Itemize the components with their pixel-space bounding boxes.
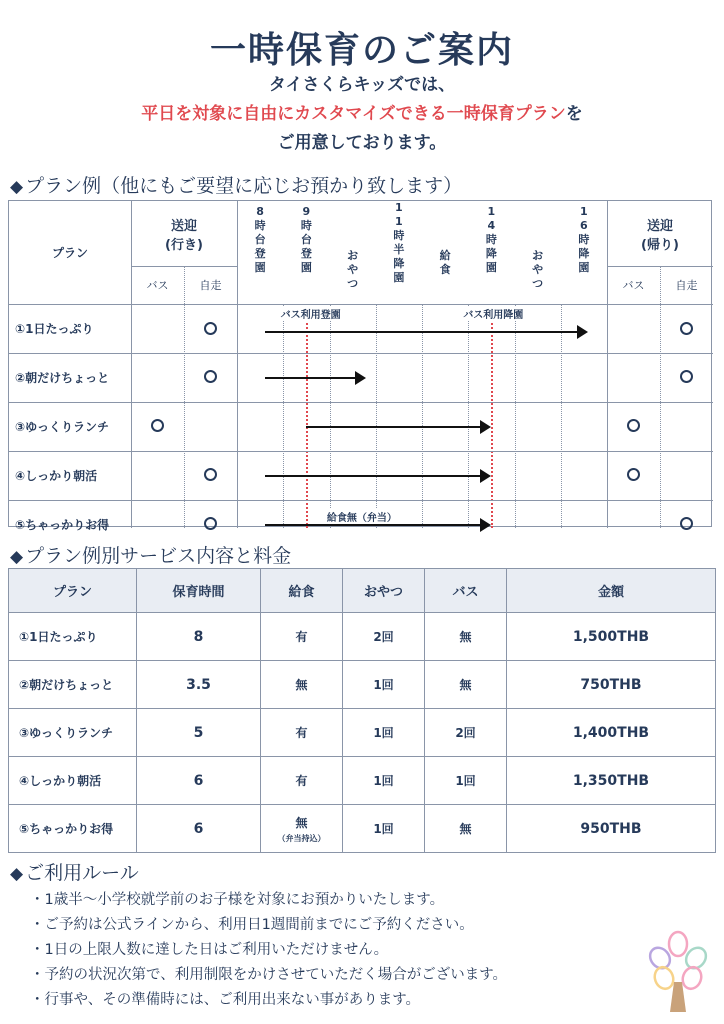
rule-item: ・行事や、その準備時には、ご利用出来ない事があります。 bbox=[30, 992, 421, 1008]
col-snack: おやつ bbox=[343, 569, 425, 613]
schedule-row-plan: ⑤ちゃっかりお得 bbox=[15, 517, 110, 532]
divider bbox=[607, 201, 608, 528]
intro-line-2-tail: を bbox=[565, 104, 583, 124]
intro-line-3: ご用意しております。 bbox=[277, 133, 447, 153]
hours-cell-value: 6 bbox=[193, 820, 204, 837]
hours-cell bbox=[137, 805, 261, 853]
plan-cell bbox=[9, 613, 137, 661]
price-cell-value: 1,500THB bbox=[572, 628, 650, 645]
return-mark-circle bbox=[680, 370, 693, 383]
go-mark-circle bbox=[204, 468, 217, 481]
lunch-cell bbox=[261, 757, 343, 805]
no-lunch-note: 給食無（弁当） bbox=[325, 509, 399, 524]
lunch-cell-value: 無 bbox=[295, 815, 308, 830]
hours-cell-value: 8 bbox=[193, 628, 204, 645]
hours-cell bbox=[137, 757, 261, 805]
price-row bbox=[9, 757, 716, 805]
intro-line-2 bbox=[0, 99, 724, 124]
lunch-cell bbox=[261, 709, 343, 757]
page-title: 一時保育のご案内 bbox=[209, 30, 514, 71]
hours-cell-value: 3.5 bbox=[186, 676, 211, 693]
lunch-cell bbox=[261, 661, 343, 709]
price-row bbox=[9, 709, 716, 757]
intro-line-1: タイさくらキッズでは、 bbox=[268, 75, 456, 95]
time-range-arrow bbox=[306, 426, 489, 428]
time-range-arrow bbox=[265, 524, 489, 526]
plan-cell bbox=[9, 661, 137, 709]
divider bbox=[184, 266, 185, 528]
timeline-label: 給 食 bbox=[439, 249, 451, 276]
section-title: ご利用ルール bbox=[25, 862, 139, 884]
section-rules bbox=[10, 858, 139, 885]
schedule-row-plan: ②朝だけちょっと bbox=[15, 370, 110, 385]
lunch-cell bbox=[261, 805, 343, 853]
bus-cell-value: 無 bbox=[459, 630, 472, 644]
return-bus-header: バス bbox=[622, 279, 645, 292]
snack-cell bbox=[343, 613, 425, 661]
timeline-label: お や つ bbox=[347, 249, 359, 290]
pickup-go-header: 送迎 (行き) bbox=[165, 218, 203, 253]
col-lunch: 給食 bbox=[261, 569, 343, 613]
divider bbox=[237, 201, 238, 528]
plan-cell-value: ①1日たっぷり bbox=[19, 630, 98, 644]
bus-cell bbox=[425, 709, 507, 757]
timeline-label: 9 時 台 登 園 bbox=[300, 205, 312, 274]
price-cell bbox=[507, 805, 716, 853]
price-cell bbox=[507, 661, 716, 709]
section-services-prices bbox=[10, 541, 291, 568]
go-mark-circle bbox=[204, 517, 217, 530]
return-mark-circle bbox=[627, 419, 640, 432]
plan-cell-value: ④しっかり朝活 bbox=[19, 774, 102, 788]
timeline-gridline bbox=[376, 304, 377, 528]
lunch-cell bbox=[261, 613, 343, 661]
col-plan: プラン bbox=[9, 569, 137, 613]
bus-arrive-note: バス利用登園 bbox=[279, 306, 343, 321]
diamond-bullet-icon: ◆ bbox=[10, 547, 24, 567]
bus-arrive-line bbox=[306, 308, 308, 528]
bus-cell bbox=[425, 757, 507, 805]
intro-highlight: 平日を対象に自由にカスタマイズできる一時保育プラン bbox=[141, 104, 566, 124]
price-cell bbox=[507, 757, 716, 805]
col-hours: 保育時間 bbox=[137, 569, 261, 613]
lunch-cell-value: 有 bbox=[295, 630, 308, 644]
col-price: 金額 bbox=[507, 569, 716, 613]
pickup-return-header: 送迎 (帰り) bbox=[641, 218, 679, 253]
bus-cell bbox=[425, 805, 507, 853]
plan-cell bbox=[9, 805, 137, 853]
lunch-note: （弁当持込） bbox=[277, 833, 326, 843]
bus-cell-value: 無 bbox=[459, 678, 472, 692]
snack-cell-value: 1回 bbox=[373, 822, 394, 836]
go-bus-header: バス bbox=[146, 279, 169, 292]
section-plan-examples bbox=[10, 171, 462, 198]
divider bbox=[660, 266, 661, 528]
timeline-gridline bbox=[515, 304, 516, 528]
snack-cell-value: 1回 bbox=[373, 774, 394, 788]
lunch-cell-value: 有 bbox=[295, 726, 308, 740]
time-range-arrow bbox=[265, 475, 489, 477]
rule-item: ・1日の上限人数に達した日はご利用いただけません。 bbox=[30, 942, 389, 958]
return-mark-circle bbox=[680, 322, 693, 335]
price-body bbox=[9, 613, 716, 853]
hours-cell bbox=[137, 613, 261, 661]
snack-cell bbox=[343, 709, 425, 757]
schedule-row-plan: ④しっかり朝活 bbox=[15, 468, 98, 483]
timeline-gridline bbox=[330, 304, 331, 528]
return-mark-circle bbox=[680, 517, 693, 530]
bus-cell bbox=[425, 613, 507, 661]
go-mark-circle bbox=[204, 322, 217, 335]
bus-cell bbox=[425, 661, 507, 709]
timeline-gridline bbox=[561, 304, 562, 528]
logo-trunk bbox=[670, 982, 686, 1012]
rules-list bbox=[30, 888, 650, 1013]
bus-cell-value: 無 bbox=[459, 822, 472, 836]
plan-cell-value: ⑤ちゃっかりお得 bbox=[19, 822, 114, 836]
rule-item: ・ご予約は公式ラインから、利用日1週間前までにご予約ください。 bbox=[30, 917, 474, 933]
hours-cell-value: 6 bbox=[193, 772, 204, 789]
bus-leave-line bbox=[491, 308, 493, 528]
time-range-arrow bbox=[265, 331, 586, 333]
price-cell bbox=[507, 709, 716, 757]
price-row bbox=[9, 805, 716, 853]
price-cell bbox=[507, 613, 716, 661]
plan-cell bbox=[9, 709, 137, 757]
lunch-cell-value: 有 bbox=[295, 774, 308, 788]
bus-cell-value: 1回 bbox=[455, 774, 476, 788]
schedule-row-plan: ①1日たっぷり bbox=[15, 322, 94, 336]
bus-leave-note: バス利用降園 bbox=[461, 306, 525, 321]
price-header-row bbox=[9, 569, 716, 613]
timeline-label: 8 時 台 登 園 bbox=[254, 205, 266, 274]
hours-cell bbox=[137, 709, 261, 757]
snack-cell bbox=[343, 757, 425, 805]
rule-item: ・予約の状況次第で、利用制限をかけさせていただく場合がございます。 bbox=[30, 967, 508, 983]
go-mark-circle bbox=[151, 419, 164, 432]
go-mark-circle bbox=[204, 370, 217, 383]
return-mark-circle bbox=[627, 468, 640, 481]
lunch-cell-value: 無 bbox=[295, 678, 308, 692]
price-row bbox=[9, 661, 716, 709]
snack-cell-value: 1回 bbox=[373, 726, 394, 740]
plan-header: プラン bbox=[51, 246, 88, 260]
return-self-header: 自走 bbox=[675, 279, 698, 292]
timeline-label: 1 4 時 降 園 bbox=[485, 205, 497, 274]
sakura-kids-logo-icon bbox=[640, 930, 716, 1012]
schedule-table bbox=[8, 200, 712, 532]
hours-cell bbox=[137, 661, 261, 709]
price-cell-value: 1,400THB bbox=[572, 724, 650, 741]
price-cell-value: 1,350THB bbox=[572, 772, 650, 789]
section-title: プラン例（他にもご要望に応じお預かり致します） bbox=[25, 175, 463, 197]
col-bus: バス bbox=[425, 569, 507, 613]
divider bbox=[131, 201, 132, 528]
snack-cell-value: 1回 bbox=[373, 678, 394, 692]
plan-cell-value: ③ゆっくりランチ bbox=[19, 726, 114, 740]
time-range-arrow bbox=[265, 377, 364, 379]
diamond-bullet-icon: ◆ bbox=[10, 864, 24, 884]
timeline-gridline bbox=[283, 304, 284, 528]
snack-cell-value: 2回 bbox=[373, 630, 394, 644]
hours-cell-value: 5 bbox=[193, 724, 204, 741]
timeline-gridline bbox=[422, 304, 423, 528]
timeline-gridline bbox=[468, 304, 469, 528]
schedule-row-plan: ③ゆっくりランチ bbox=[15, 419, 110, 434]
timeline-label: お や つ bbox=[532, 249, 544, 290]
timeline-label: 1 6 時 降 園 bbox=[578, 205, 590, 274]
bus-cell-value: 2回 bbox=[455, 726, 476, 740]
go-self-header: 自走 bbox=[199, 279, 222, 292]
diamond-bullet-icon: ◆ bbox=[10, 177, 24, 197]
price-cell-value: 950THB bbox=[580, 820, 642, 837]
price-cell-value: 750THB bbox=[580, 676, 642, 693]
rule-item: ・1歳半〜小学校就学前のお子様を対象にお預かりいたします。 bbox=[30, 892, 445, 908]
snack-cell bbox=[343, 661, 425, 709]
plan-cell bbox=[9, 757, 137, 805]
snack-cell bbox=[343, 805, 425, 853]
price-row bbox=[9, 613, 716, 661]
timeline-label: 1 1 時 半 降 園 bbox=[393, 201, 405, 284]
plan-cell-value: ②朝だけちょっと bbox=[19, 678, 114, 692]
section-title: プラン例別サービス内容と料金 bbox=[25, 545, 292, 567]
price-table bbox=[8, 568, 716, 853]
